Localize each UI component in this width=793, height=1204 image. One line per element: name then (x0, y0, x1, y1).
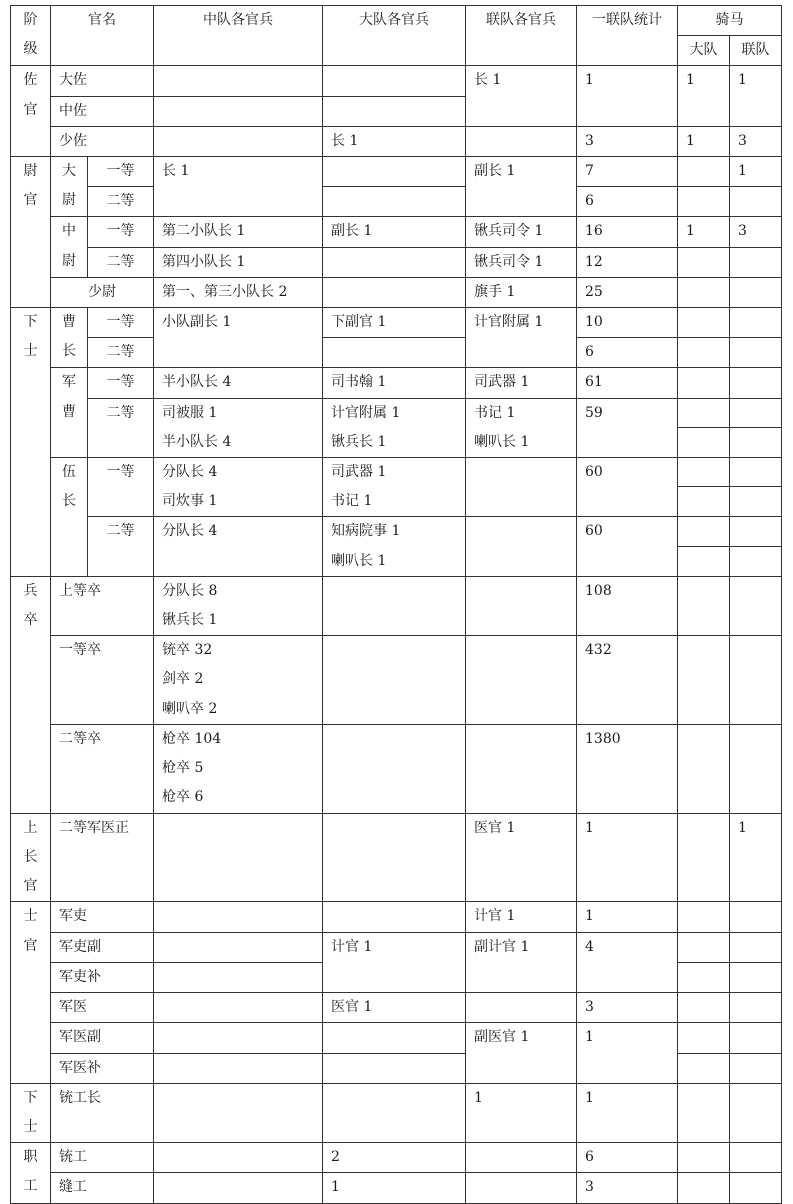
table-row (11, 1143, 782, 1173)
company-cell (154, 126, 323, 156)
header-regiment: 联队各官兵 (466, 6, 577, 66)
total-cell: 6 (577, 187, 678, 217)
company-cell (154, 1083, 323, 1142)
table-row (11, 458, 782, 487)
company-cell: 长 1 (154, 157, 323, 217)
battalion-cell (323, 1083, 466, 1142)
table-row (11, 368, 782, 398)
table-row (11, 1023, 782, 1053)
header-total: 一联队统计 (577, 6, 678, 66)
horse-regiment-cell (730, 1173, 782, 1203)
horse-battalion-cell (678, 427, 730, 457)
regiment-cell: 锹兵司令 1 (466, 217, 577, 247)
regiment-cell: 计官 1 (466, 902, 577, 932)
title-cell: 一等卒 (51, 636, 154, 725)
regiment-cell (466, 517, 577, 576)
horse-battalion-cell (678, 1173, 730, 1203)
horse-battalion-cell (678, 636, 730, 725)
horse-battalion-cell (678, 724, 730, 813)
company-cell: 第二小队长 1 (154, 217, 323, 247)
horse-regiment-cell (730, 932, 782, 962)
title-cell: 缝工 (51, 1173, 154, 1203)
company-cell (154, 1173, 323, 1203)
grade-cell: 二等 (88, 338, 154, 368)
horse-battalion-cell: 1 (678, 126, 730, 156)
total-cell: 1 (577, 66, 678, 126)
title-cell: 少佐 (51, 126, 154, 156)
horse-battalion-cell (678, 187, 730, 217)
horse-battalion-cell (678, 576, 730, 635)
company-cell (154, 96, 323, 126)
title-cell: 二等卒 (51, 724, 154, 813)
grade-cell: 二等 (88, 398, 154, 457)
horse-battalion-cell (678, 517, 730, 546)
grade-cell: 一等 (88, 217, 154, 247)
total-cell: 6 (577, 1143, 678, 1173)
table-row (11, 1173, 782, 1203)
table-row (11, 277, 782, 307)
title-cell: 铳工 (51, 1143, 154, 1173)
battalion-cell: 2 (323, 1143, 466, 1173)
battalion-cell: 副长 1 (323, 217, 466, 247)
table-row (11, 636, 782, 665)
horse-regiment-cell (730, 277, 782, 307)
horse-battalion-cell: 1 (678, 217, 730, 247)
title-cell: 军医 (51, 993, 154, 1023)
total-cell: 4 (577, 932, 678, 992)
horse-regiment-cell (730, 636, 782, 725)
regiment-cell: 医官 1 (466, 813, 577, 902)
table-row (11, 724, 782, 754)
horse-regiment-cell (730, 487, 782, 517)
header-horse-regiment: 联队 (730, 36, 782, 66)
group-soldiers: 兵 卒 (11, 576, 51, 813)
regiment-cell: 计官附属 1 (466, 308, 577, 368)
table-row (11, 338, 782, 368)
battalion-cell (323, 576, 466, 635)
horse-regiment-cell (730, 338, 782, 368)
company-cell (154, 1023, 323, 1053)
battalion-cell (323, 1053, 466, 1083)
company-cell (154, 813, 323, 902)
title-cell: 上等卒 (51, 576, 154, 635)
grade-cell: 二等 (88, 187, 154, 217)
table-row (11, 308, 782, 338)
title-cell: 少尉 (51, 277, 154, 307)
horse-battalion-cell (678, 487, 730, 517)
horse-battalion-cell (678, 1053, 730, 1083)
title-cell: 大佐 (51, 66, 154, 96)
battalion-cell (323, 277, 466, 307)
total-cell: 1380 (577, 724, 678, 813)
table-row (11, 66, 782, 96)
header-row (11, 6, 782, 36)
title-cell: 军吏补 (51, 962, 154, 992)
horse-regiment-cell: 1 (730, 813, 782, 902)
table-row (11, 187, 782, 217)
subgroup-da-wei: 大 尉 (51, 157, 88, 217)
battalion-cell (323, 1023, 466, 1053)
battalion-cell (323, 157, 466, 187)
header-horse: 骑马 (678, 6, 782, 36)
group-field-officers: 佐 官 (11, 66, 51, 157)
horse-battalion-cell (678, 277, 730, 307)
company-cell: 第四小队长 1 (154, 247, 323, 277)
company-cell (154, 993, 323, 1023)
group-nco-workshop: 下 士 (11, 1083, 51, 1142)
table-row (11, 517, 782, 546)
battalion-cell: 计官附属 1 锹兵长 1 (323, 398, 466, 457)
horse-regiment-cell (730, 517, 782, 546)
table-row (11, 993, 782, 1023)
total-cell: 1 (577, 1083, 678, 1142)
horse-regiment-cell (730, 1053, 782, 1083)
horse-battalion-cell (678, 962, 730, 992)
total-cell: 432 (577, 636, 678, 725)
title-cell: 军吏副 (51, 932, 154, 962)
horse-regiment-cell (730, 1143, 782, 1173)
total-cell: 1 (577, 902, 678, 932)
company-cell (154, 932, 323, 962)
regiment-cell (466, 1143, 577, 1173)
battalion-cell (323, 636, 466, 725)
horse-battalion-cell (678, 813, 730, 902)
table-row (11, 576, 782, 605)
total-cell: 3 (577, 993, 678, 1023)
grade-cell: 一等 (88, 368, 154, 398)
company-cell: 半小队长 4 (154, 368, 323, 398)
battalion-cell: 长 1 (323, 126, 466, 156)
horse-regiment-cell: 3 (730, 126, 782, 156)
total-cell: 60 (577, 517, 678, 576)
horse-battalion-cell (678, 398, 730, 427)
battalion-cell: 司书翰 1 (323, 368, 466, 398)
horse-regiment-cell: 1 (730, 66, 782, 126)
regiment-cell: 副医官 1 (466, 1023, 577, 1083)
battalion-cell (323, 724, 466, 813)
table-row (11, 217, 782, 247)
title-cell: 中佐 (51, 96, 154, 126)
horse-regiment-cell (730, 576, 782, 635)
horse-battalion-cell (678, 368, 730, 398)
battalion-cell: 计官 1 (323, 932, 466, 992)
horse-battalion-cell: 1 (678, 66, 730, 126)
total-cell: 10 (577, 308, 678, 338)
company-cell (154, 962, 323, 992)
regiment-cell (466, 458, 577, 517)
grade-cell: 一等 (88, 157, 154, 187)
regiment-cell: 1 (466, 1083, 577, 1142)
title-cell: 军医副 (51, 1023, 154, 1053)
regiment-cell: 长 1 (466, 66, 577, 126)
battalion-cell (323, 338, 466, 368)
battalion-cell: 医官 1 (323, 993, 466, 1023)
horse-battalion-cell (678, 1143, 730, 1173)
horse-regiment-cell (730, 187, 782, 217)
group-workers: 职 工 (11, 1143, 51, 1203)
company-cell (154, 902, 323, 932)
title-cell: 军医补 (51, 1053, 154, 1083)
horse-regiment-cell (730, 1023, 782, 1053)
total-cell: 60 (577, 458, 678, 517)
header-battalion: 大队各官兵 (323, 6, 466, 66)
horse-regiment-cell (730, 458, 782, 487)
header-title: 官名 (51, 6, 154, 66)
title-cell: 二等军医正 (51, 813, 154, 902)
company-cell: 分队长 8 锹兵长 1 (154, 576, 323, 635)
battalion-cell (323, 66, 466, 96)
battalion-cell: 司武器 1 书记 1 (323, 458, 466, 517)
subgroup-wu-zhang: 伍 长 (51, 458, 88, 577)
total-cell: 59 (577, 398, 678, 457)
grade-cell: 二等 (88, 517, 154, 576)
horse-regiment-cell (730, 398, 782, 427)
battalion-cell (323, 902, 466, 932)
battalion-cell: 1 (323, 1173, 466, 1203)
company-cell: 司被服 1 半小队长 4 (154, 398, 323, 457)
horse-battalion-cell (678, 338, 730, 368)
table-row (11, 126, 782, 156)
subgroup-cao-zhang: 曹 长 (51, 308, 88, 368)
table-row (11, 813, 782, 842)
total-cell: 12 (577, 247, 678, 277)
horse-regiment-cell (730, 993, 782, 1023)
regiment-cell: 司武器 1 (466, 368, 577, 398)
company-cell: 分队长 4 (154, 517, 323, 576)
horse-regiment-cell (730, 427, 782, 457)
total-cell: 6 (577, 338, 678, 368)
table-row (11, 157, 782, 187)
group-company-officers: 尉 官 (11, 157, 51, 308)
battalion-cell: 知病院事 1 喇叭长 1 (323, 517, 466, 576)
regiment-cell (466, 724, 577, 813)
horse-battalion-cell (678, 993, 730, 1023)
total-cell: 25 (577, 277, 678, 307)
regiment-cell: 副长 1 (466, 157, 577, 217)
horse-regiment-cell: 1 (730, 157, 782, 187)
regiment-cell (466, 636, 577, 725)
grade-cell: 二等 (88, 247, 154, 277)
subgroup-zhong-wei: 中 尉 (51, 217, 88, 277)
header-rank: 阶 级 (11, 6, 51, 66)
horse-battalion-cell (678, 1023, 730, 1053)
horse-regiment-cell (730, 546, 782, 576)
grade-cell: 一等 (88, 458, 154, 517)
subgroup-jun-cao: 军 曹 (51, 368, 88, 458)
officer-roster-table (10, 5, 782, 1204)
horse-regiment-cell (730, 902, 782, 932)
regiment-cell: 书记 1 喇叭长 1 (466, 398, 577, 457)
title-cell: 铳工长 (51, 1083, 154, 1142)
horse-battalion-cell (678, 308, 730, 338)
total-cell: 61 (577, 368, 678, 398)
horse-battalion-cell (678, 1083, 730, 1142)
horse-regiment-cell: 3 (730, 217, 782, 247)
horse-regiment-cell (730, 962, 782, 992)
battalion-cell: 下副官 1 (323, 308, 466, 338)
horse-battalion-cell (678, 546, 730, 576)
horse-regiment-cell (730, 1083, 782, 1142)
total-cell: 108 (577, 576, 678, 635)
horse-regiment-cell (730, 247, 782, 277)
horse-battalion-cell (678, 458, 730, 487)
horse-regiment-cell (730, 724, 782, 813)
battalion-cell (323, 813, 466, 902)
total-cell: 3 (577, 126, 678, 156)
company-cell: 第一、第三小队长 2 (154, 277, 323, 307)
header-horse-battalion: 大队 (678, 36, 730, 66)
table-row (11, 1083, 782, 1113)
horse-regiment-cell (730, 308, 782, 338)
company-cell (154, 66, 323, 96)
horse-battalion-cell (678, 902, 730, 932)
regiment-cell (466, 126, 577, 156)
total-cell: 16 (577, 217, 678, 247)
battalion-cell (323, 247, 466, 277)
horse-battalion-cell (678, 932, 730, 962)
total-cell: 7 (577, 157, 678, 187)
header-company: 中队各官兵 (154, 6, 323, 66)
horse-battalion-cell (678, 157, 730, 187)
total-cell: 1 (577, 1023, 678, 1083)
company-cell: 铳卒 32 剑卒 2 喇叭卒 2 (154, 636, 323, 725)
company-cell (154, 1143, 323, 1173)
grade-cell: 一等 (88, 308, 154, 338)
regiment-cell (466, 576, 577, 635)
total-cell: 1 (577, 813, 678, 902)
company-cell (154, 1053, 323, 1083)
company-cell: 枪卒 104 枪卒 5 枪卒 6 (154, 724, 323, 813)
company-cell: 分队长 4 司炊事 1 (154, 458, 323, 517)
table-row (11, 932, 782, 962)
regiment-cell: 旗手 1 (466, 277, 577, 307)
total-cell: 3 (577, 1173, 678, 1203)
battalion-cell (323, 187, 466, 217)
horse-regiment-cell (730, 368, 782, 398)
group-nco: 下 士 (11, 308, 51, 577)
table-row (11, 247, 782, 277)
regiment-cell (466, 993, 577, 1023)
group-staff-officers: 士 官 (11, 902, 51, 1083)
regiment-cell: 副计官 1 (466, 932, 577, 992)
regiment-cell (466, 1173, 577, 1203)
table-row (11, 398, 782, 427)
table-row (11, 902, 782, 932)
horse-battalion-cell (678, 247, 730, 277)
title-cell: 军吏 (51, 902, 154, 932)
battalion-cell (323, 96, 466, 126)
regiment-cell: 锹兵司令 1 (466, 247, 577, 277)
group-senior-officers: 上 长 官 (11, 813, 51, 902)
company-cell: 小队副长 1 (154, 308, 323, 368)
